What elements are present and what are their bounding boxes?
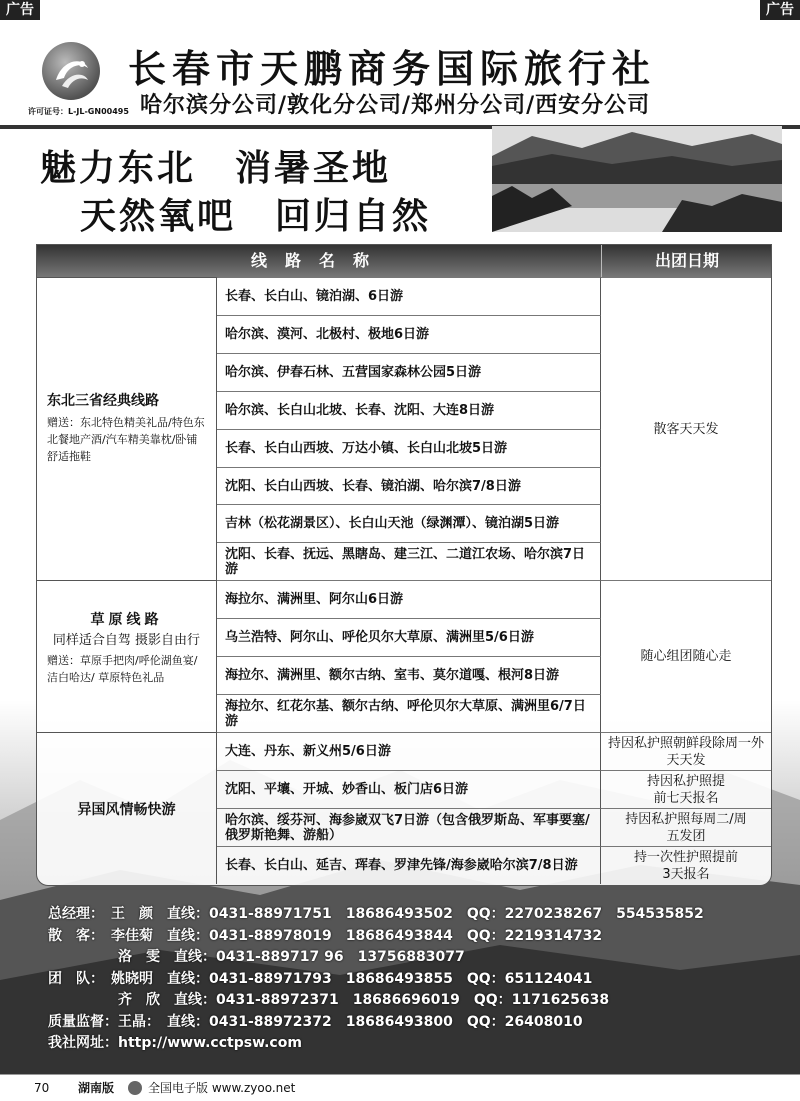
route-row: 沈阳、长春、抚远、黑瞎岛、建三江、二道江农场、哈尔滨7日游 [217,542,601,580]
category-gift: 赠送：东北特色精美礼品/特色东北餐地产酒/汽车精美靠枕/卧铺舒适拖鞋 [47,416,205,463]
header-departure-date: 出团日期 [601,245,772,277]
category-grassland [37,580,217,732]
category-gift: 赠送：草原手把肉/呼伦湖鱼宴/洁白哈达/ 草原特色礼品 [47,654,198,684]
lake-photo [492,126,782,232]
route-row: 长春、长白山、镜泊湖、6日游 [217,277,601,315]
route-row: 长春、长白山西坡、万达小镇、长白山北坡5日游 [217,429,601,467]
publisher-logo-icon [128,1081,142,1095]
departure-northeast: 散客天天发 [601,277,771,580]
e-edition-link[interactable]: 全国电子版 www.zyoo.net [148,1081,296,1095]
route-row: 吉林（松花湖景区）、长白山天池（绿渊潭）、镜泊湖5日游 [217,504,601,542]
contact-list [48,904,704,1055]
edition-label: 湖南版 [78,1081,115,1095]
agency-website[interactable]: 我社网址：http://www.cctpsw.com [48,1035,302,1051]
category-title: 东北三省经典线路 [47,393,159,409]
slogan-line-1: 魅力东北 消暑圣地 [40,148,392,189]
bird-logo-icon [42,42,100,100]
route-row: 哈尔滨、伊春石林、五营国家森林公园5日游 [217,353,601,391]
departure-grassland: 随心组团随心走 [601,580,771,732]
route-row: 哈尔滨、长白山北坡、长春、沈阳、大连8日游 [217,391,601,429]
contact-quality: 质量监督：王晶： 直线：0431-88972372 18686493800 QQ：26408010 [48,1013,583,1030]
agency-logo [42,42,100,100]
route-table [36,244,772,886]
contact-manager: 总经理： 王 颜 直线：0431-88971751 18686493502 QQ：2270238267 554535852 [48,906,704,922]
category-title: 异国风情畅快游 [77,802,176,818]
departure-abroad-1: 持因私护照朝鲜段除周一外天天发 [601,732,771,770]
license-number: 许可证号：L-JL-GN00495 [28,107,129,116]
route-row: 哈尔滨、绥芬河、海参崴双飞7日游（包含俄罗斯岛、军事要塞/俄罗斯艳舞、游船） [217,808,601,846]
slogan-line-2: 天然氧吧 回归自然 [80,196,432,237]
contact-group-1: 团 队： 姚晓明 直线：0431-88971793 18686493855 QQ：651124041 [48,970,593,987]
page-footer [0,1074,800,1101]
category-subtitle: 同样适合自驾 摄影自由行 [52,633,201,648]
route-row: 沈阳、长白山西坡、长春、镜泊湖、哈尔滨7/8日游 [217,467,601,504]
ad-label-right: 广告 [760,0,800,20]
page-number: 70 [34,1081,50,1095]
route-row: 海拉尔、红花尔基、额尔古纳、呼伦贝尔大草原、满洲里6/7日游 [217,694,601,732]
route-row: 海拉尔、满洲里、额尔古纳、室韦、莫尔道嘎、根河8日游 [217,656,601,694]
route-row: 大连、丹东、新义州5/6日游 [217,732,601,770]
contact-group-2: 齐 欣 直线：0431-88972371 18686696019 QQ：1171625638 [48,992,610,1008]
route-row: 海拉尔、满洲里、阿尔山6日游 [217,580,601,618]
ad-label-left: 广告 [0,0,40,20]
route-row: 长春、长白山、延吉、珲春、罗津先锋/海参崴哈尔滨7/8日游 [217,846,601,884]
departure-abroad-2: 持因私护照提前七天报名 [601,770,771,808]
header-route-name: 线路名称 [250,251,387,270]
category-northeast [37,277,217,580]
table-header [37,245,771,277]
route-row: 沈阳、平壤、开城、妙香山、板门店6日游 [217,770,601,808]
departure-abroad-4: 持一次性护照提前3天报名 [601,846,771,884]
departure-abroad-3: 持因私护照每周二/周五发团 [601,808,771,846]
branch-list: 哈尔滨分公司/敦化分公司/郑州分公司/西安分公司 [140,92,651,118]
contact-individual-1: 散 客： 李佳菊 直线：0431-88978019 18686493844 QQ：2219314732 [48,927,603,944]
route-row: 乌兰浩特、阿尔山、呼伦贝尔大草原、满洲里5/6日游 [217,618,601,656]
agency-name: 长春市天鹏商务国际旅行社 [128,46,657,91]
header [0,20,800,120]
route-row: 哈尔滨、漠河、北极村、极地6日游 [217,315,601,353]
contact-individual-2: 洛 雯 直线：0431-889717 96 13756883077 [48,949,465,965]
category-abroad [37,732,217,884]
category-title: 草原线路 [90,612,163,628]
